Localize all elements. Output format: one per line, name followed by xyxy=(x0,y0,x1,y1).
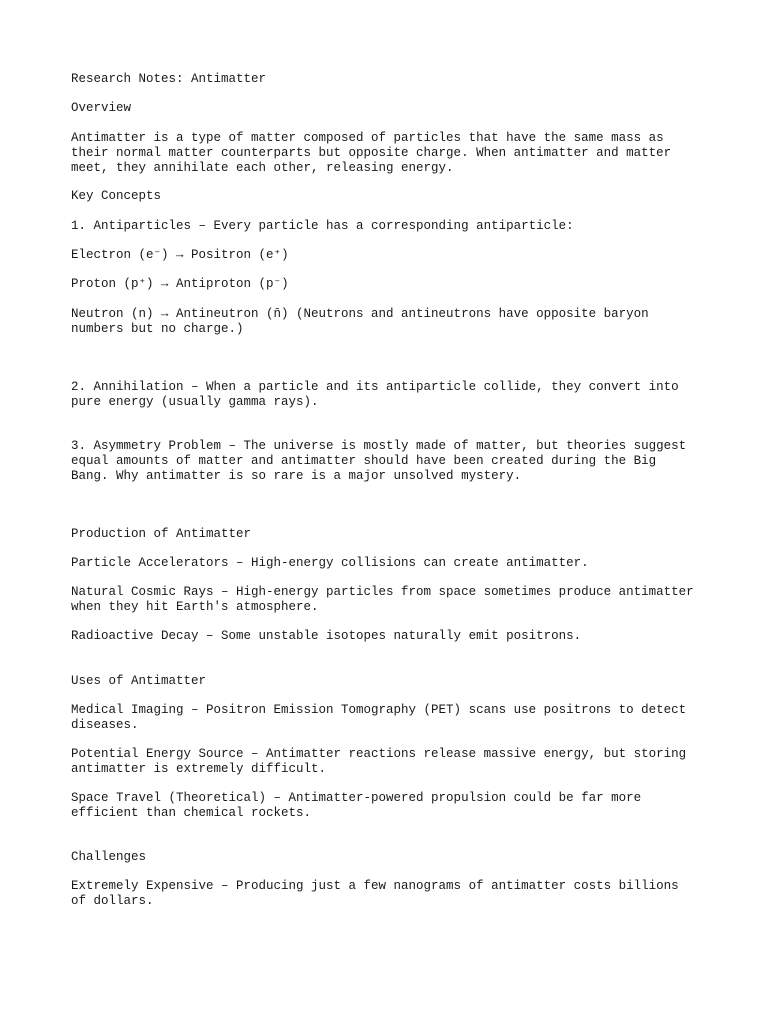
concept-asymmetry: 3. Asymmetry Problem – The universe is mostly made of matter, but theories suggest equal amounts of matter and antimatter should have been created during the Big Bang. Why antimatter is so rare is a major unsolved mystery. xyxy=(71,439,687,483)
proton-antiproton-line: Proton (p⁺) → Antiproton (p⁻) xyxy=(71,277,289,291)
overview-heading: Overview xyxy=(71,101,132,115)
production-accelerators: Particle Accelerators – High-energy collisions can create antimatter. xyxy=(71,556,589,570)
document-title: Research Notes: Antimatter xyxy=(71,72,267,86)
uses-energy-source: Potential Energy Source – Antimatter reactions release massive energy, but storing antimatter is extremely difficult. xyxy=(71,747,687,776)
production-radioactive-decay: Radioactive Decay – Some unstable isotopes naturally emit positrons. xyxy=(71,629,582,643)
production-heading: Production of Antimatter xyxy=(71,527,252,541)
production-cosmic-rays: Natural Cosmic Rays – High-energy particles from space sometimes produce antimatter when they hit Earth's atmosphere. xyxy=(71,585,694,614)
challenges-heading: Challenges xyxy=(71,850,147,864)
electron-positron-line: Electron (e⁻) → Positron (e⁺) xyxy=(71,248,289,262)
concept-annihilation: 2. Annihilation – When a particle and its antiparticle collide, they convert into pure energy (usually gamma rays). xyxy=(71,380,679,409)
challenges-expense: Extremely Expensive – Producing just a few nanograms of antimatter costs billions of dollars. xyxy=(71,879,679,908)
uses-heading: Uses of Antimatter xyxy=(71,674,207,688)
uses-space-travel: Space Travel (Theoretical) – Antimatter-powered propulsion could be far more efficient than chemical rockets. xyxy=(71,791,642,820)
uses-medical-imaging: Medical Imaging – Positron Emission Tomography (PET) scans use positrons to detect diseases. xyxy=(71,703,687,732)
concept-antiparticles: 1. Antiparticles – Every particle has a corresponding antiparticle: xyxy=(71,219,574,233)
key-concepts-heading: Key Concepts xyxy=(71,189,162,203)
neutron-antineutron-line: Neutron (n) → Antineutron (n̄) (Neutrons and antineutrons have opposite baryon numbers but no charge.) xyxy=(71,307,649,336)
overview-paragraph: Antimatter is a type of matter composed of particles that have the same mass as their normal matter counterparts but opposite charge. When antimatter and matter meet, they annihilate each other, releasing energy. xyxy=(71,131,672,175)
